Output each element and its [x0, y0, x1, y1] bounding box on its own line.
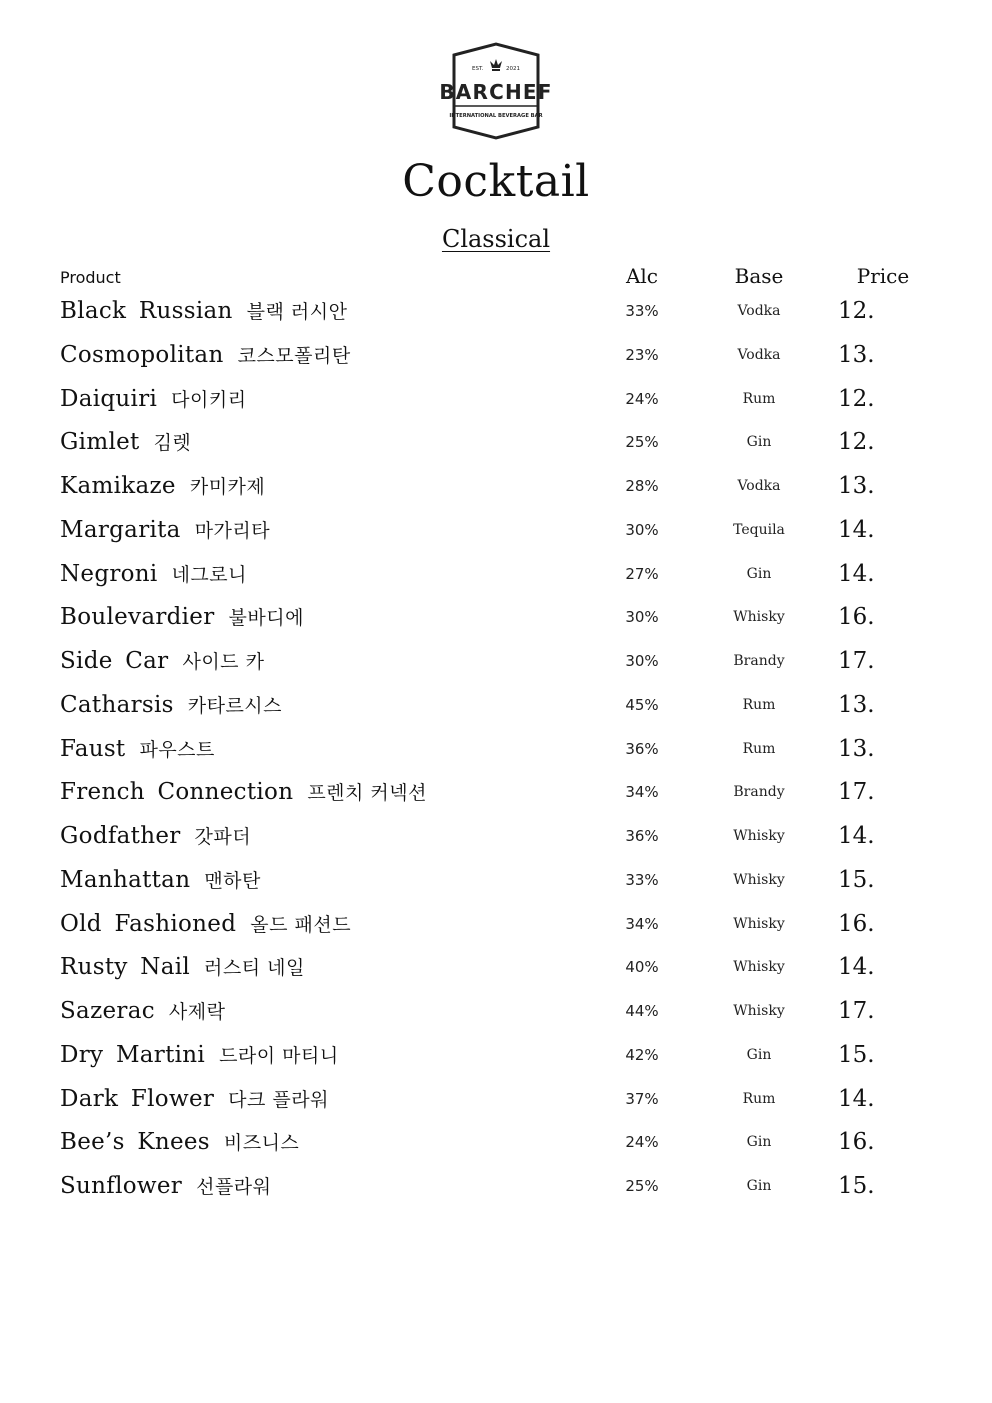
cocktail-name-en: Dark Flower — [60, 1085, 215, 1112]
cocktail-base: Tequila — [733, 521, 785, 538]
cocktail-base: Rum — [742, 390, 776, 407]
cocktail-name-en: French Connection — [60, 779, 294, 806]
list-item — [0, 1124, 992, 1168]
cocktail-name — [60, 381, 247, 417]
list-item — [0, 556, 992, 600]
cocktail-price: 14. — [838, 560, 875, 587]
logo-tagline: INTERNATIONAL BEVERAGE BAR — [449, 113, 543, 119]
cocktail-name — [60, 512, 270, 548]
cocktail-price: 13. — [838, 735, 875, 762]
cocktail-base: Rum — [742, 696, 776, 713]
list-item — [0, 468, 992, 512]
cocktail-base: Whisky — [733, 959, 785, 976]
cocktail-base: Whisky — [733, 871, 785, 888]
cocktail-name-ko: 김렛 — [153, 432, 192, 455]
page-title: Cocktail — [402, 156, 590, 207]
cocktail-price: 17. — [838, 779, 875, 806]
cocktail-name-en: Boulevardier — [60, 604, 215, 631]
cocktail-price: 12. — [838, 385, 875, 412]
list-item — [0, 293, 992, 337]
cocktail-alc: 42% — [625, 1045, 659, 1064]
cocktail-name-en: Sazerac — [60, 998, 155, 1024]
cocktail-base: Gin — [746, 565, 772, 582]
cocktail-name — [60, 949, 305, 985]
cocktail-name-en: Catharsis — [60, 691, 174, 718]
cocktail-base: Brandy — [733, 784, 785, 801]
cocktail-name-ko: 갓파더 — [194, 826, 252, 848]
cocktail-name-en: Godfather — [60, 823, 181, 849]
cocktail-name-ko: 코스모폴리탄 — [237, 344, 351, 367]
cocktail-name-ko: 맨하탄 — [204, 869, 261, 892]
cocktail-name — [60, 599, 304, 635]
cocktail-price: 14. — [838, 516, 875, 543]
cocktail-name-en: Cosmopolitan — [60, 341, 224, 368]
column-header-base: Base — [734, 264, 784, 288]
cocktail-name — [60, 468, 265, 504]
list-item — [0, 862, 992, 906]
cocktail-alc: 33% — [625, 302, 659, 320]
cocktail-base: Whisky — [733, 828, 785, 844]
cocktail-name-ko: 다크 플라워 — [228, 1088, 329, 1111]
cocktail-price: 13. — [838, 341, 875, 368]
cocktail-alc: 37% — [625, 1089, 659, 1108]
cocktail-name-en: Margarita — [60, 516, 181, 543]
cocktail-name — [60, 818, 251, 854]
cocktail-price: 15. — [838, 1041, 875, 1068]
cocktail-list — [0, 293, 992, 1212]
cocktail-name-ko: 파우스트 — [139, 738, 215, 761]
cocktail-name-ko: 다이키리 — [171, 388, 247, 411]
cocktail-base: Rum — [742, 1090, 776, 1107]
cocktail-name — [60, 556, 247, 592]
section-title-text: Classical — [441, 225, 551, 253]
list-item — [0, 949, 992, 993]
cocktail-price: 13. — [838, 473, 875, 499]
cocktail-base: Whisky — [733, 915, 785, 932]
list-item — [0, 337, 992, 381]
cocktail-price: 14. — [838, 954, 875, 981]
cocktail-name-ko: 불바디에 — [228, 607, 304, 630]
cocktail-name — [60, 993, 225, 1029]
cocktail-alc: 25% — [625, 1177, 659, 1195]
cocktail-name — [60, 906, 351, 942]
list-item — [0, 643, 992, 687]
cocktail-name — [60, 424, 191, 460]
cocktail-price: 15. — [838, 866, 875, 893]
cocktail-alc: 44% — [625, 1002, 659, 1020]
section-title — [0, 224, 992, 254]
cocktail-alc: 45% — [625, 695, 659, 714]
cocktail-name — [60, 1037, 339, 1073]
cocktail-price: 16. — [838, 910, 875, 937]
cocktail-name-en: Faust — [60, 735, 126, 762]
cocktail-base: Gin — [746, 1046, 772, 1063]
cocktail-base: Brandy — [733, 653, 785, 669]
cocktail-name-en: Negroni — [60, 560, 158, 587]
cocktail-alc: 25% — [625, 433, 659, 452]
crown-icon — [490, 59, 502, 71]
cocktail-name-en: Sunflower — [60, 1173, 183, 1199]
cocktail-alc: 30% — [625, 520, 659, 539]
cocktail-price: 12. — [838, 429, 875, 456]
list-item — [0, 1081, 992, 1125]
list-item — [0, 906, 992, 950]
column-header-row — [0, 262, 992, 290]
logo-year: 2021 — [506, 66, 520, 72]
cocktail-price: 16. — [838, 1129, 875, 1156]
cocktail-price: 14. — [838, 1085, 875, 1112]
cocktail-base: Vodka — [737, 303, 781, 319]
column-header-price: Price — [856, 264, 910, 288]
cocktail-base: Vodka — [737, 478, 781, 494]
cocktail-name-ko: 사제락 — [168, 1001, 226, 1023]
cocktail-base: Gin — [746, 1178, 772, 1194]
cocktail-alc: 33% — [625, 870, 659, 889]
cocktail-name — [60, 337, 351, 373]
cocktail-name — [60, 731, 215, 767]
cocktail-name-ko: 프렌치 커넥션 — [307, 782, 427, 805]
list-item — [0, 993, 992, 1037]
cocktail-name-en: Rusty Nail — [60, 954, 191, 981]
cocktail-name-en: Kamikaze — [60, 473, 176, 499]
list-item — [0, 1037, 992, 1081]
cocktail-name — [60, 774, 427, 810]
cocktail-alc: 36% — [625, 827, 659, 845]
cocktail-alc: 28% — [625, 477, 659, 495]
cocktail-name-ko: 네그로니 — [171, 563, 247, 586]
cocktail-name-en: Gimlet — [60, 429, 140, 456]
cocktail-name-ko: 드라이 마티니 — [219, 1044, 339, 1067]
cocktail-name — [60, 1124, 299, 1160]
cocktail-price: 17. — [838, 648, 875, 674]
cocktail-name-en: Old Fashioned — [60, 910, 237, 937]
cocktail-name — [60, 687, 282, 723]
barchef-logo — [436, 42, 556, 140]
cocktail-base: Gin — [746, 434, 772, 451]
cocktail-name-en: Black Russian — [60, 298, 233, 324]
cocktail-name — [60, 862, 261, 898]
logo-est: EST. — [472, 66, 484, 72]
list-item — [0, 1168, 992, 1212]
list-item — [0, 512, 992, 556]
list-item — [0, 381, 992, 425]
cocktail-alc: 30% — [625, 608, 659, 627]
column-header-alc: Alc — [625, 264, 659, 288]
column-header-product: Product — [60, 268, 121, 287]
cocktail-base: Gin — [746, 1134, 772, 1151]
cocktail-alc: 24% — [625, 389, 659, 408]
cocktail-price: 13. — [838, 691, 875, 718]
cocktail-price: 16. — [838, 604, 875, 631]
cocktail-name — [60, 1168, 272, 1204]
list-item — [0, 687, 992, 731]
cocktail-name-en: Daiquiri — [60, 385, 158, 412]
cocktail-name-ko: 비즈니스 — [223, 1132, 300, 1155]
cocktail-alc: 27% — [625, 564, 659, 583]
logo-name: BARCHEF — [439, 80, 553, 104]
list-item — [0, 731, 992, 775]
cocktail-name-ko: 사이드 카 — [182, 651, 265, 673]
cocktail-name — [60, 293, 347, 329]
cocktail-alc: 34% — [625, 783, 659, 802]
cocktail-name — [60, 643, 264, 679]
cocktail-alc: 36% — [625, 739, 659, 758]
cocktail-price: 14. — [838, 823, 875, 849]
cocktail-alc: 40% — [625, 958, 659, 977]
cocktail-alc: 23% — [625, 345, 659, 364]
cocktail-base: Rum — [742, 740, 776, 757]
list-item — [0, 599, 992, 643]
cocktail-price: 17. — [838, 998, 875, 1024]
cocktail-name-en: Dry Martini — [60, 1041, 206, 1068]
cocktail-price: 15. — [838, 1173, 875, 1199]
cocktail-name-ko: 블랙 러시안 — [246, 301, 348, 323]
cocktail-name-ko: 러스티 네일 — [204, 957, 305, 980]
list-item — [0, 774, 992, 818]
cocktail-name-en: Bee’s Knees — [60, 1129, 210, 1156]
cocktail-name-ko: 마가리타 — [194, 519, 271, 542]
cocktail-base: Whisky — [733, 609, 785, 626]
cocktail-base: Whisky — [733, 1003, 785, 1019]
cocktail-name-en: Manhattan — [60, 866, 191, 893]
list-item — [0, 424, 992, 468]
cocktail-alc: 34% — [625, 914, 659, 933]
cocktail-name-ko: 선플라워 — [196, 1176, 272, 1198]
cocktail-name-en: Side Car — [60, 648, 169, 674]
cocktail-price: 12. — [838, 298, 875, 324]
cocktail-name-ko: 카미카제 — [189, 476, 266, 498]
cocktail-base: Vodka — [737, 346, 781, 363]
cocktail-name-ko: 카타르시스 — [187, 694, 283, 717]
list-item — [0, 818, 992, 862]
cocktail-alc: 24% — [625, 1133, 659, 1152]
cocktail-alc: 30% — [625, 652, 659, 670]
cocktail-name — [60, 1081, 329, 1117]
cocktail-name-ko: 올드 패션드 — [250, 913, 352, 936]
